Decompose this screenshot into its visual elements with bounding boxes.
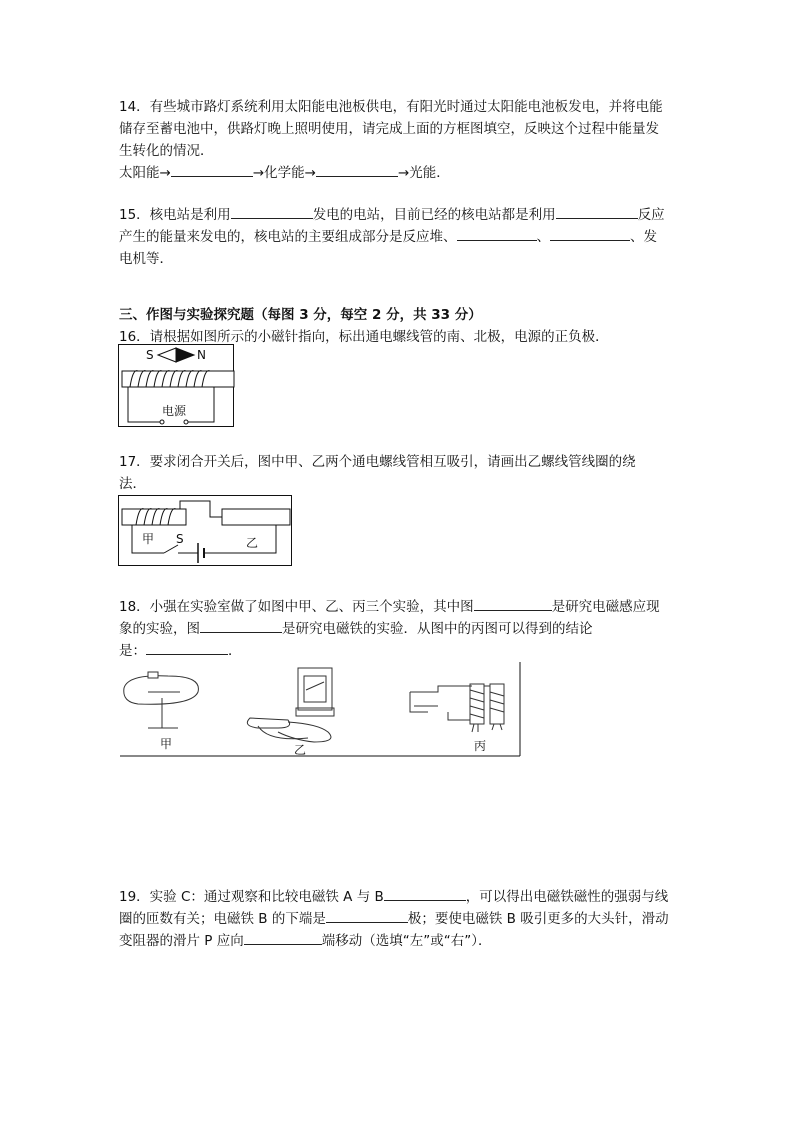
q18-blank-2[interactable] <box>200 618 282 633</box>
q19-text-f: 端移动（选填“左”或“右”）． <box>321 933 492 949</box>
q14-blank-2[interactable] <box>316 162 398 177</box>
compass-needle-icon <box>158 348 194 362</box>
q17-line2: 法． <box>119 476 146 492</box>
q18-text-f: ． <box>228 643 242 659</box>
q18-blank-3[interactable] <box>146 640 228 655</box>
q15-text-c: 反应 <box>637 207 665 223</box>
q19-text-a: 19．实验 C：通过观察和比较电磁铁 A 与 B <box>119 889 384 905</box>
q17-solenoid-yi <box>222 509 290 525</box>
q19-line2 <box>119 908 669 930</box>
q19-text-b: ，可以得出电磁铁磁性的强弱与线 <box>465 889 669 905</box>
q18-text-a: 18．小强在实验室做了如图中甲、乙、丙三个实验，其中图 <box>119 599 474 615</box>
q15-line2 <box>119 226 657 248</box>
q18-experiments-figure <box>118 662 524 758</box>
q15-text-b: 发电的电站，目前已经的核电站都是利用 <box>312 207 556 223</box>
q15-line1 <box>119 204 665 226</box>
q16-text: 16．请根据如图所示的小磁针指向，标出通电螺线管的南、北极，电源的正负极． <box>119 329 609 345</box>
q16-label-s: S <box>146 348 154 362</box>
q18-caption-jia: 甲 <box>160 737 173 751</box>
q15-text-d: 产生的能量来发电的，核电站的主要组成部分是反应堆、 <box>119 229 457 245</box>
q18-caption-bing: 丙 <box>474 739 487 753</box>
q15-blank-4[interactable] <box>550 226 630 241</box>
q15-text-a: 15．核电站是利用 <box>119 207 231 223</box>
q19-blank-1[interactable] <box>384 886 466 901</box>
q17-label-jia: 甲 <box>142 532 155 546</box>
q17-line1: 17．要求闭合开关后，图中甲、乙两个通电螺线管相互吸引，请画出乙螺线管线圈的绕 <box>119 454 636 470</box>
q18-text-e: 是： <box>119 643 146 659</box>
q16-wire-left <box>128 387 160 422</box>
q15-text-f: 、发 <box>630 229 657 245</box>
q19-text-d: 极；要使电磁铁 B 吸引更多的大头针，滑动 <box>407 911 669 927</box>
q16-wire-right <box>188 387 214 422</box>
q18-blank-1[interactable] <box>474 596 552 611</box>
q17-label-s: S <box>176 532 184 546</box>
q18-line2 <box>119 618 593 640</box>
q18-fig-yi <box>247 668 334 742</box>
q18-line1 <box>119 596 660 618</box>
q14-line1: 14．有些城市路灯系统利用太阳能电池板供电，有阳光时通过太阳能电池板发电，并将电能 <box>119 99 663 115</box>
q15-text-e: 、 <box>536 229 550 245</box>
q17-two-solenoids-figure <box>118 495 294 567</box>
q14-chain-start: 太阳能→ <box>119 165 171 181</box>
section-3-title: 三、作图与实验探究题（每图 3 分，每空 2 分，共 33 分） <box>119 307 482 323</box>
q18-text-d: 是研究电磁铁的实验．从图中的丙图可以得到的结论 <box>282 621 593 637</box>
q18-line3 <box>119 640 242 662</box>
q14-line2: 储存至蓄电池中，供路灯晚上照明使用，请完成上面的方框图填空，反映这个过程中能量发 <box>119 121 659 137</box>
q16-solenoid-figure <box>118 344 238 428</box>
q17-wire-right <box>204 525 276 553</box>
q15-blank-2[interactable] <box>556 204 638 219</box>
q14-energy-chain <box>119 162 450 184</box>
q19-text-e: 变阻器的滑片 P 应向 <box>119 933 244 949</box>
q19-line1 <box>119 886 668 908</box>
q16-label-n: N <box>197 348 206 362</box>
q16-terminal-right <box>184 420 188 424</box>
q18-caption-yi: 乙 <box>294 743 307 757</box>
q18-text-b: 是研究电磁感应现 <box>551 599 660 615</box>
q14-blank-1[interactable] <box>171 162 253 177</box>
q15-blank-1[interactable] <box>231 204 313 219</box>
q17-switch <box>164 545 178 553</box>
q18-fig-jia <box>124 672 199 728</box>
q19-blank-2[interactable] <box>326 908 408 923</box>
q18-fig-bing <box>410 684 504 732</box>
q14-line3: 生转化的情况． <box>119 143 214 159</box>
q16-terminal-left <box>160 420 164 424</box>
q14-chain-mid: →化学能→ <box>252 165 316 181</box>
q19-text-c: 圈的匝数有关；电磁铁 B 的下端是 <box>119 911 326 927</box>
q14-chain-end: →光能． <box>397 165 450 181</box>
q19-line3 <box>119 930 491 952</box>
q15-line3: 电机等． <box>119 251 173 267</box>
q17-label-yi: 乙 <box>246 536 259 550</box>
q18-text-c: 象的实验，图 <box>119 621 200 637</box>
q16-label-power: 电源 <box>162 404 187 418</box>
q15-blank-3[interactable] <box>457 226 537 241</box>
q19-blank-3[interactable] <box>244 930 322 945</box>
